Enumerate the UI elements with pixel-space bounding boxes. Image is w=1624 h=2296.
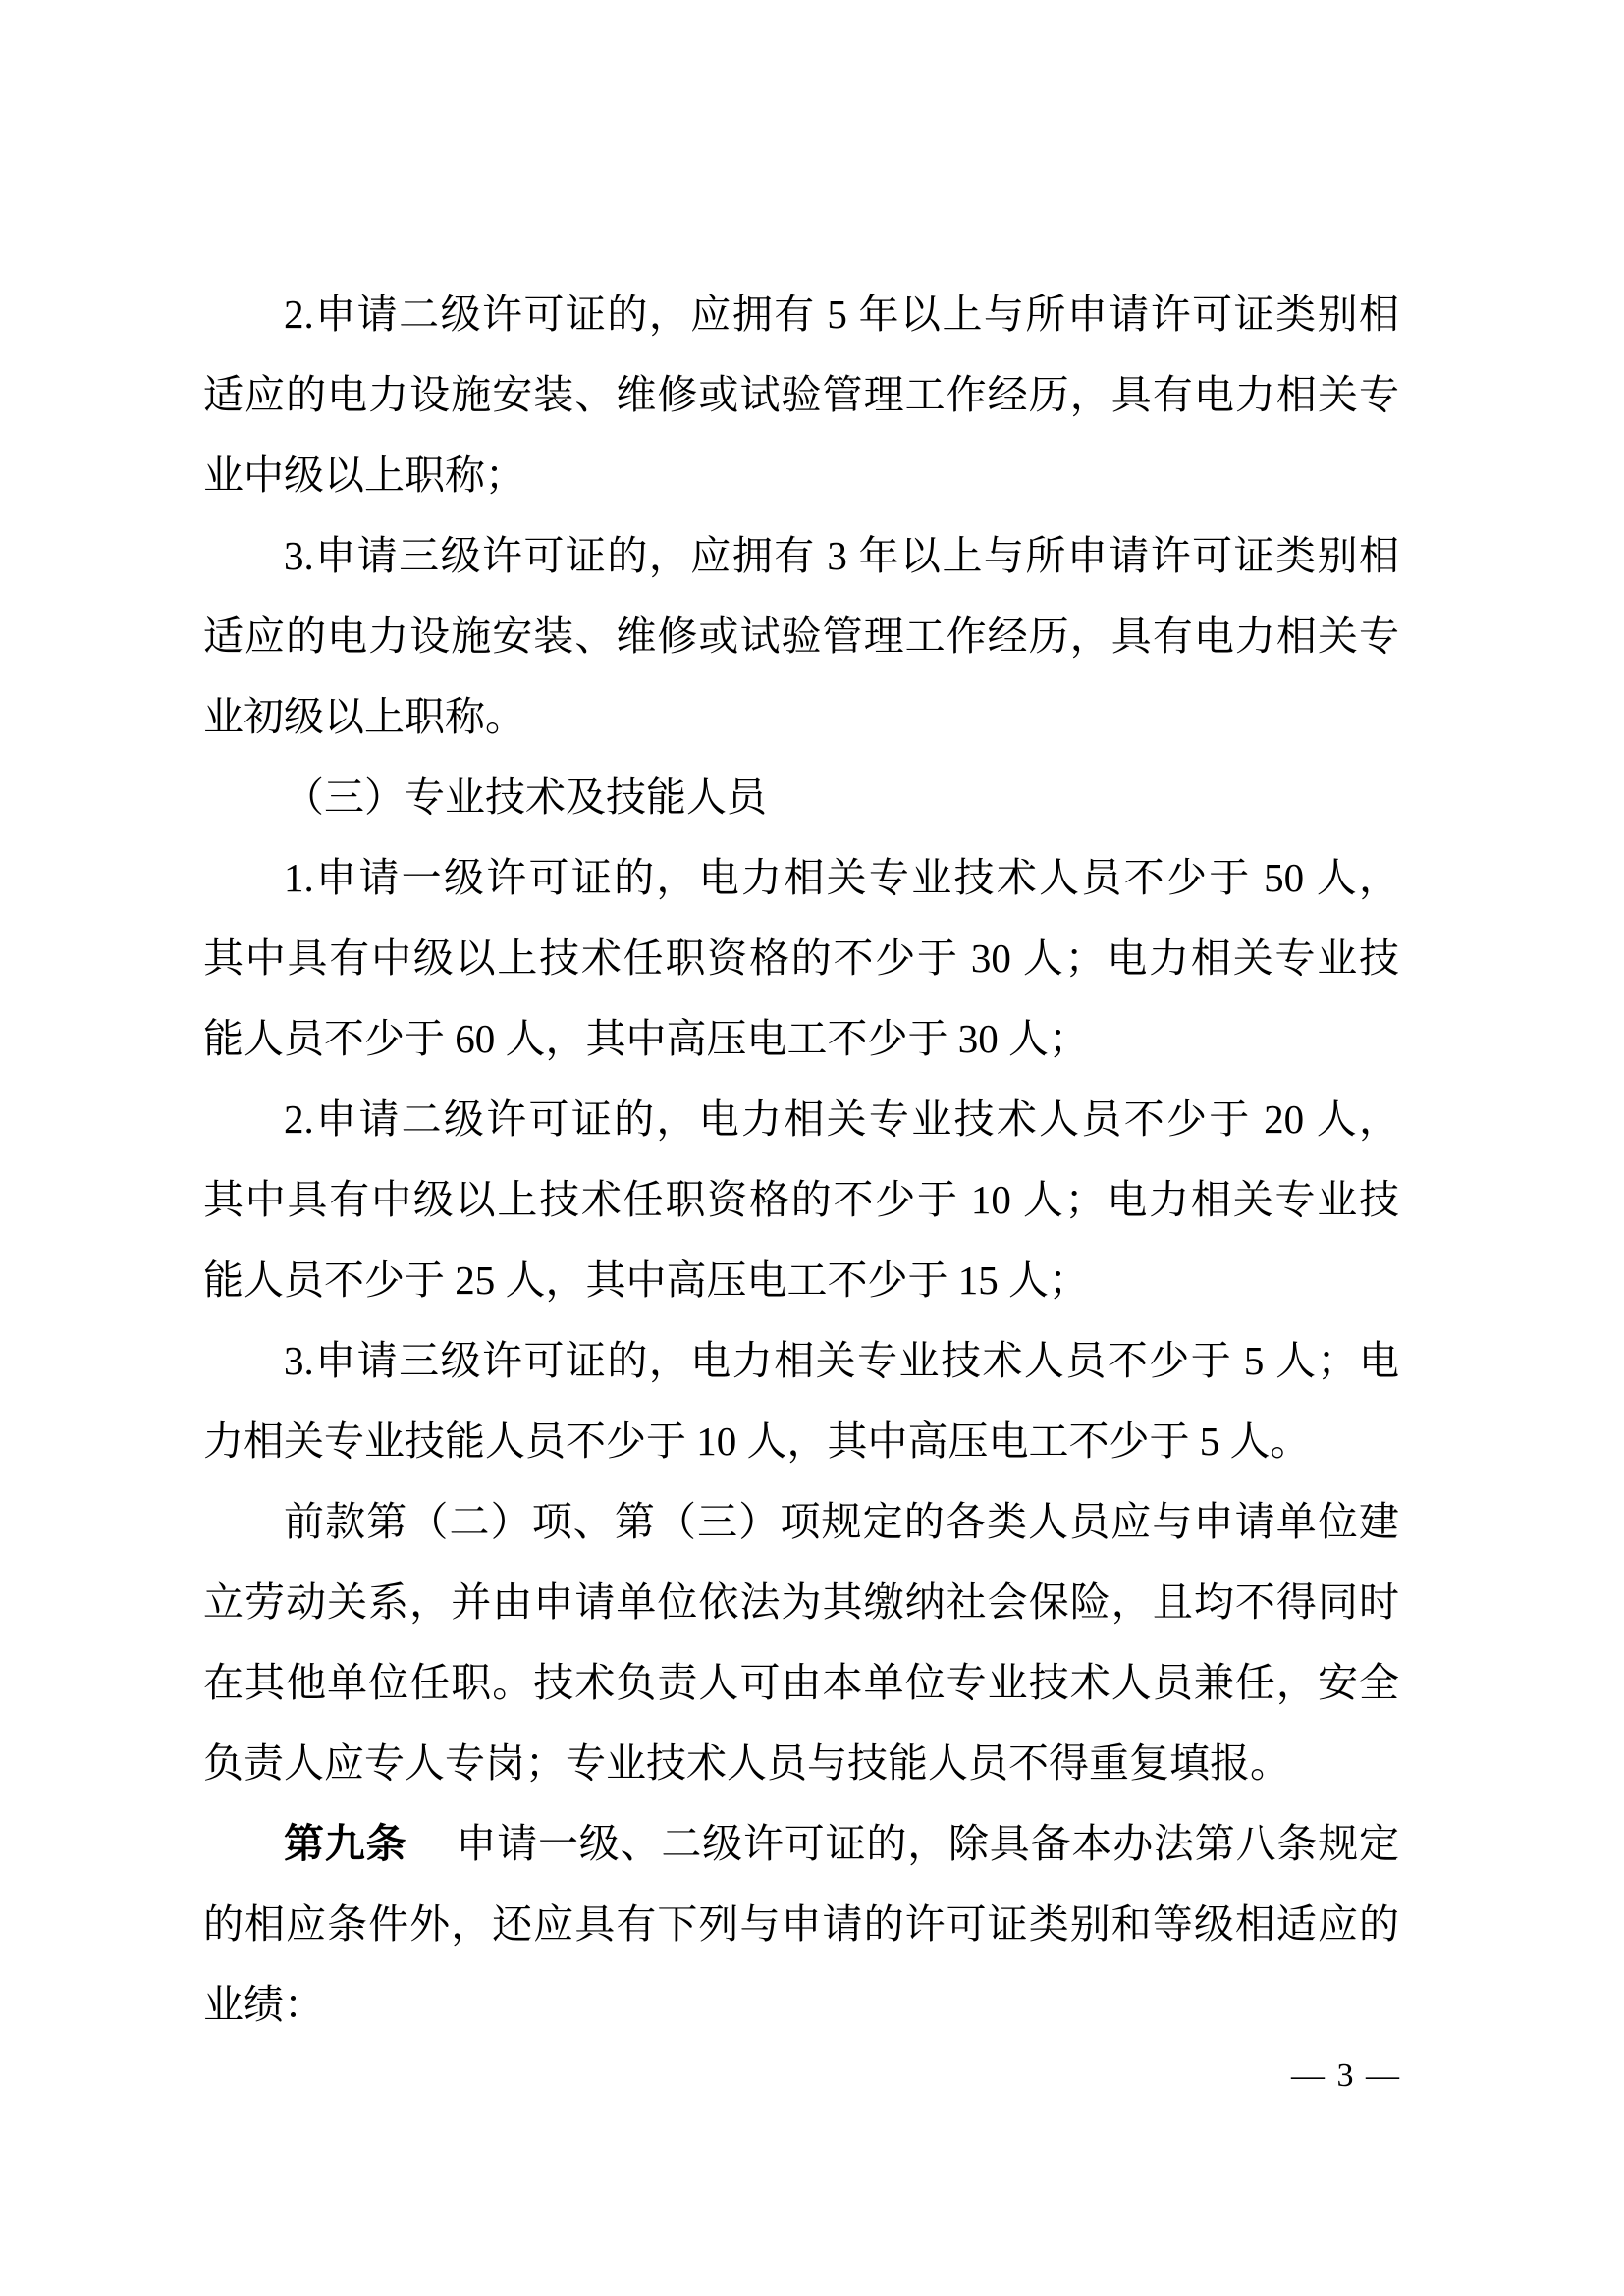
text-line: 能人员不少于 25 人，其中高压电工不少于 15 人； xyxy=(203,1257,1089,1303)
text-line: 业绩： xyxy=(203,1982,324,2027)
paragraph xyxy=(203,1803,1399,2045)
paragraph xyxy=(203,1320,1399,1481)
text-line: 前款第（二）项、第（三）项规定的各类人员应与申请单位建 xyxy=(284,1499,1399,1544)
text-line: 其中具有中级以上技术任职资格的不少于 30 人；电力相关专业技 xyxy=(203,935,1399,981)
text-line: （三）专业技术及技能人员 xyxy=(284,774,767,820)
text-line: 1.申请一级许可证的，电力相关专业技术人员不少于 50 人， xyxy=(284,855,1399,900)
paragraph xyxy=(203,515,1399,757)
text-line: 业中级以上职称； xyxy=(203,453,525,498)
text-line: 的相应条件外，还应具有下列与申请的许可证类别和等级相适应的 xyxy=(203,1901,1399,1947)
text-line: 能人员不少于 60 人，其中高压电工不少于 30 人； xyxy=(203,1016,1089,1061)
text-line: 立劳动关系，并由申请单位依法为其缴纳社会保险，且均不得同时 xyxy=(203,1579,1399,1625)
paragraph xyxy=(203,1481,1399,1803)
text-line: 在其他单位任职。技术负责人可由本单位专业技术人员兼任，安全 xyxy=(203,1660,1399,1705)
document-body xyxy=(203,274,1399,2045)
text-line: 3.申请三级许可证的，应拥有 3 年以上与所申请许可证类别相 xyxy=(284,533,1399,578)
text-line: 3.申请三级许可证的，电力相关专业技术人员不少于 5 人；电 xyxy=(284,1338,1399,1383)
article-number-label: 第九条 xyxy=(284,1821,407,1866)
text-line: 适应的电力设施安装、维修或试验管理工作经历，具有电力相关专 xyxy=(203,372,1399,417)
text-line: 负责人应专人专岗；专业技术人员与技能人员不得重复填报。 xyxy=(203,1740,1290,1786)
text-line-content: 申请一级、二级许可证的，除具备本办法第八条规定 xyxy=(456,1821,1400,1866)
paragraph xyxy=(203,837,1399,1079)
text-line: 2.申请二级许可证的，应拥有 5 年以上与所申请许可证类别相 xyxy=(284,292,1399,337)
paragraph xyxy=(203,1079,1399,1320)
text-line: 2.申请二级许可证的，电力相关专业技术人员不少于 20 人， xyxy=(284,1096,1399,1142)
text-line xyxy=(203,1803,1399,1884)
paragraph xyxy=(203,274,1399,515)
text-line: 适应的电力设施安装、维修或试验管理工作经历，具有电力相关专 xyxy=(203,614,1399,659)
paragraph xyxy=(203,757,1399,837)
text-line: 业初级以上职称。 xyxy=(203,694,525,739)
text-line: 力相关专业技能人员不少于 10 人，其中高压电工不少于 5 人。 xyxy=(203,1418,1311,1464)
text-line: 其中具有中级以上技术任职资格的不少于 10 人；电力相关专业技 xyxy=(203,1177,1399,1222)
page-number: — 3 — xyxy=(1291,2057,1401,2094)
